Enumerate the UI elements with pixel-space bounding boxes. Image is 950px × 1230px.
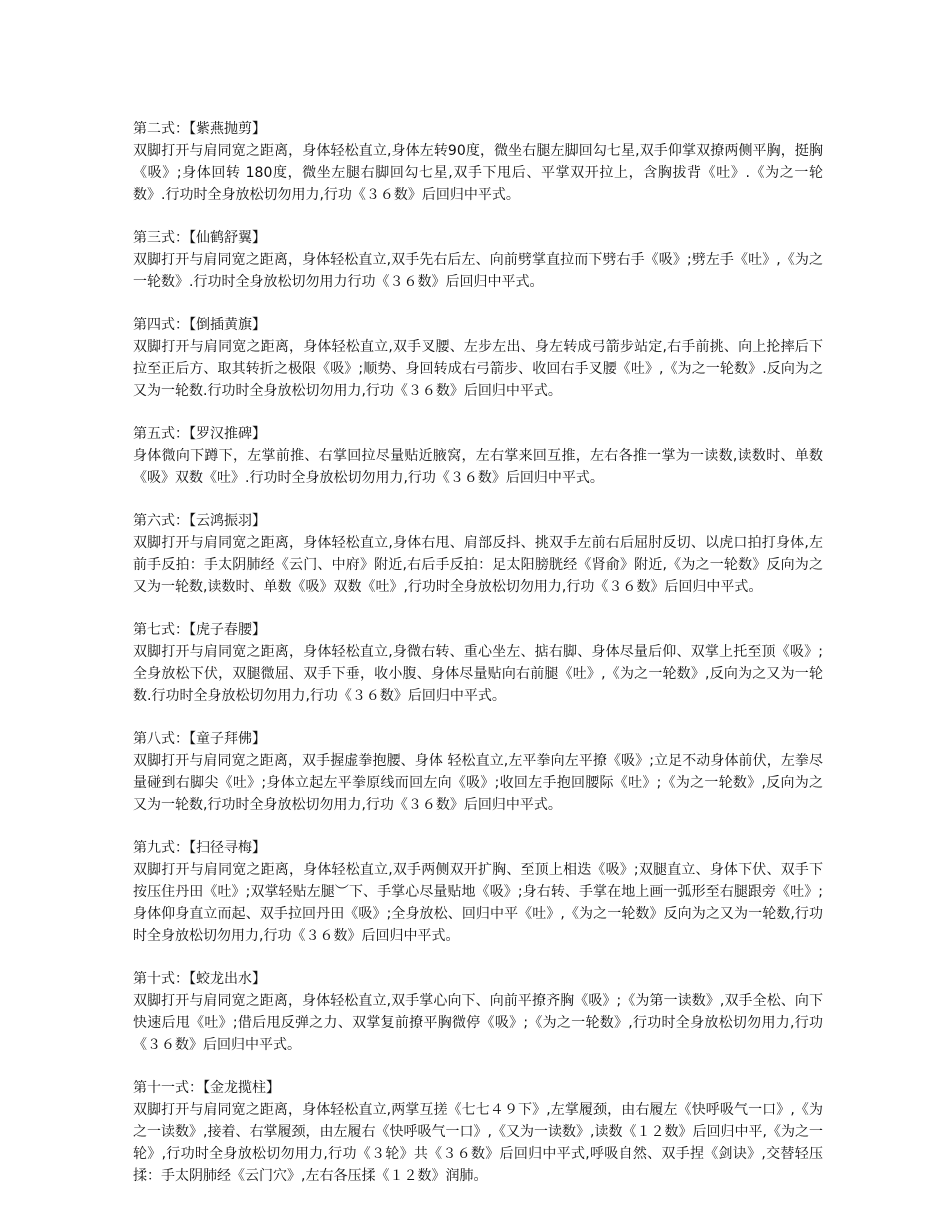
section-body: 双脚打开与肩同宽之距离，双手握虚拳抱腰、身体 轻松直立,左平拳向左平撩《吸》;立足不动身体前伏，左拳尽量碰到右脚尖《吐》;身体立起左平拳原线而回左向《吸》;收回左手抱回腰际《吐》;《为之一轮数》,反向为之又为一轮数,行功时全身放松切勿用力,行功《３６数》后回归中平式。 <box>133 753 823 813</box>
section-form-3 <box>133 227 823 293</box>
section-title: 第六式：【云鸿振羽】 <box>133 513 266 529</box>
section-form-11 <box>133 1077 823 1187</box>
section-body: 双脚打开与肩同宽之距离，身体轻松直立,双手两侧双开扩胸、至顶上相迭《吸》;双腿直立、身体下伏、双手下按压住丹田《吐》;双掌轻贴左腿︶下、手掌心尽量贴地《吸》;身右转、手掌在地上画一弧形至右腿跟旁《吐》;身体仰身直立而起、双手拉回丹田《吸》;全身放松、回归中平《吐》,《为之一轮数》反向为之又为一轮数,行功时全身放松切勿用力,行功《３６数》后回归中平式。 <box>133 862 823 944</box>
section-title: 第三式：【仙鹤舒翼】 <box>133 230 266 246</box>
section-title: 第五式：【罗汉推碑】 <box>133 426 266 442</box>
section-form-4 <box>133 314 823 402</box>
section-body: 双脚打开与肩同宽之距离，身体轻松直立,两掌互搓《七七４９下》,左掌履颈，由右履左《快呼吸气一口》,《为之一读数》,接着、右掌履颈，由左履右《快呼吸气一口》,《又为一读数》,读数《１２数》后回归中平,《为之一轮》,行功时全身放松切勿用力,行功《３轮》共《３６数》后回归中平式,呼吸自然、双手捏《剑诀》,交替轻压揉：手太阴肺经《云门穴》,左右各压揉《１２数》润肺。 <box>133 1102 823 1184</box>
section-body: 双脚打开与肩同宽之距离，身体轻松直立,双手叉腰、左步左出、身左转成弓箭步站定,右手前挑、向上抡摔后下拉至正后方、取其转折之极限《吸》;顺势、身回转成右弓箭步、收回右手叉腰《吐》,《为之一轮数》.反向为之又为一轮数.行功时全身放松切勿用力,行功《３６数》后回归中平式。 <box>133 339 823 399</box>
section-title: 第十一式：【金龙揽柱】 <box>133 1080 280 1096</box>
section-body: 双脚打开与肩同宽之距离，身体轻松直立,身体左转90度，微坐右腿左脚回勾七星,双手仰掌双撩两侧平胸，挺胸《吸》;身体回转 180度，微坐左腿右脚回勾七星,双手下甩后、平掌双开拉上，含胸拔背《吐》.《为之一轮数》.行功时全身放松切勿用力,行功《３６数》后回归中平式。 <box>133 143 823 203</box>
section-title: 第四式：【倒插黄旗】 <box>133 317 266 333</box>
section-title: 第二式：【紫燕抛剪】 <box>133 121 266 137</box>
section-body: 身体微向下蹲下，左掌前推、右掌回拉尽量贴近腋窝，左右掌来回互推，左右各推一掌为一读数,读数时、单数《吸》双数《吐》.行功时全身放松切勿用力,行功《３６数》后回归中平式。 <box>133 448 823 486</box>
document-page <box>133 118 823 1208</box>
section-form-2 <box>133 118 823 206</box>
section-body: 双脚打开与肩同宽之距离，身体轻松直立,双手掌心向下、向前平撩齐胸《吸》;《为第一读数》,双手全松、向下快速后甩《吐》;借后甩反弹之力、双掌复前撩平胸微停《吸》;《为之一轮数》,行功时全身放松切勿用力,行功《３６数》后回归中平式。 <box>133 993 823 1053</box>
section-form-7 <box>133 619 823 707</box>
section-form-9 <box>133 837 823 947</box>
section-body: 双脚打开与肩同宽之距离，身体轻松直立,身体右甩、肩部反抖、挑双手左前右后屈肘反切、以虎口拍打身体,左前手反拍：手太阴肺经《云门、中府》附近,右后手反拍：足太阳膀胱经《肾俞》附近,《为之一轮数》反向为之又为一轮数,读数时、单数《吸》双数《吐》,行功时全身放松切勿用力,行功《３６数》后回归中平式。 <box>133 535 823 595</box>
section-form-8 <box>133 728 823 816</box>
section-body: 双脚打开与肩同宽之距离，身体轻松直立,身微右转、重心坐左、掂右脚、身体尽量后仰、双掌上托至顶《吸》;全身放松下伏，双腿微屈、双手下垂，收小腹、身体尽量贴向右前腿《吐》,《为之一轮数》,反向为之又为一轮数.行功时全身放松切勿用力,行功《３６数》后回归中平式。 <box>133 644 823 704</box>
section-form-10 <box>133 968 823 1056</box>
section-title: 第七式：【虎子春腰】 <box>133 622 266 638</box>
section-title: 第十式：【蛟龙出水】 <box>133 971 266 987</box>
section-title: 第八式：【童子拜佛】 <box>133 731 266 747</box>
section-title: 第九式：【扫径寻梅】 <box>133 840 266 856</box>
section-form-6 <box>133 510 823 598</box>
section-form-5 <box>133 423 823 489</box>
section-body: 双脚打开与肩同宽之距离，身体轻松直立,双手先右后左、向前劈掌直拉而下劈右手《吸》;劈左手《吐》,《为之一轮数》.行功时全身放松切勿用力行功《３６数》后回归中平式。 <box>133 252 823 290</box>
